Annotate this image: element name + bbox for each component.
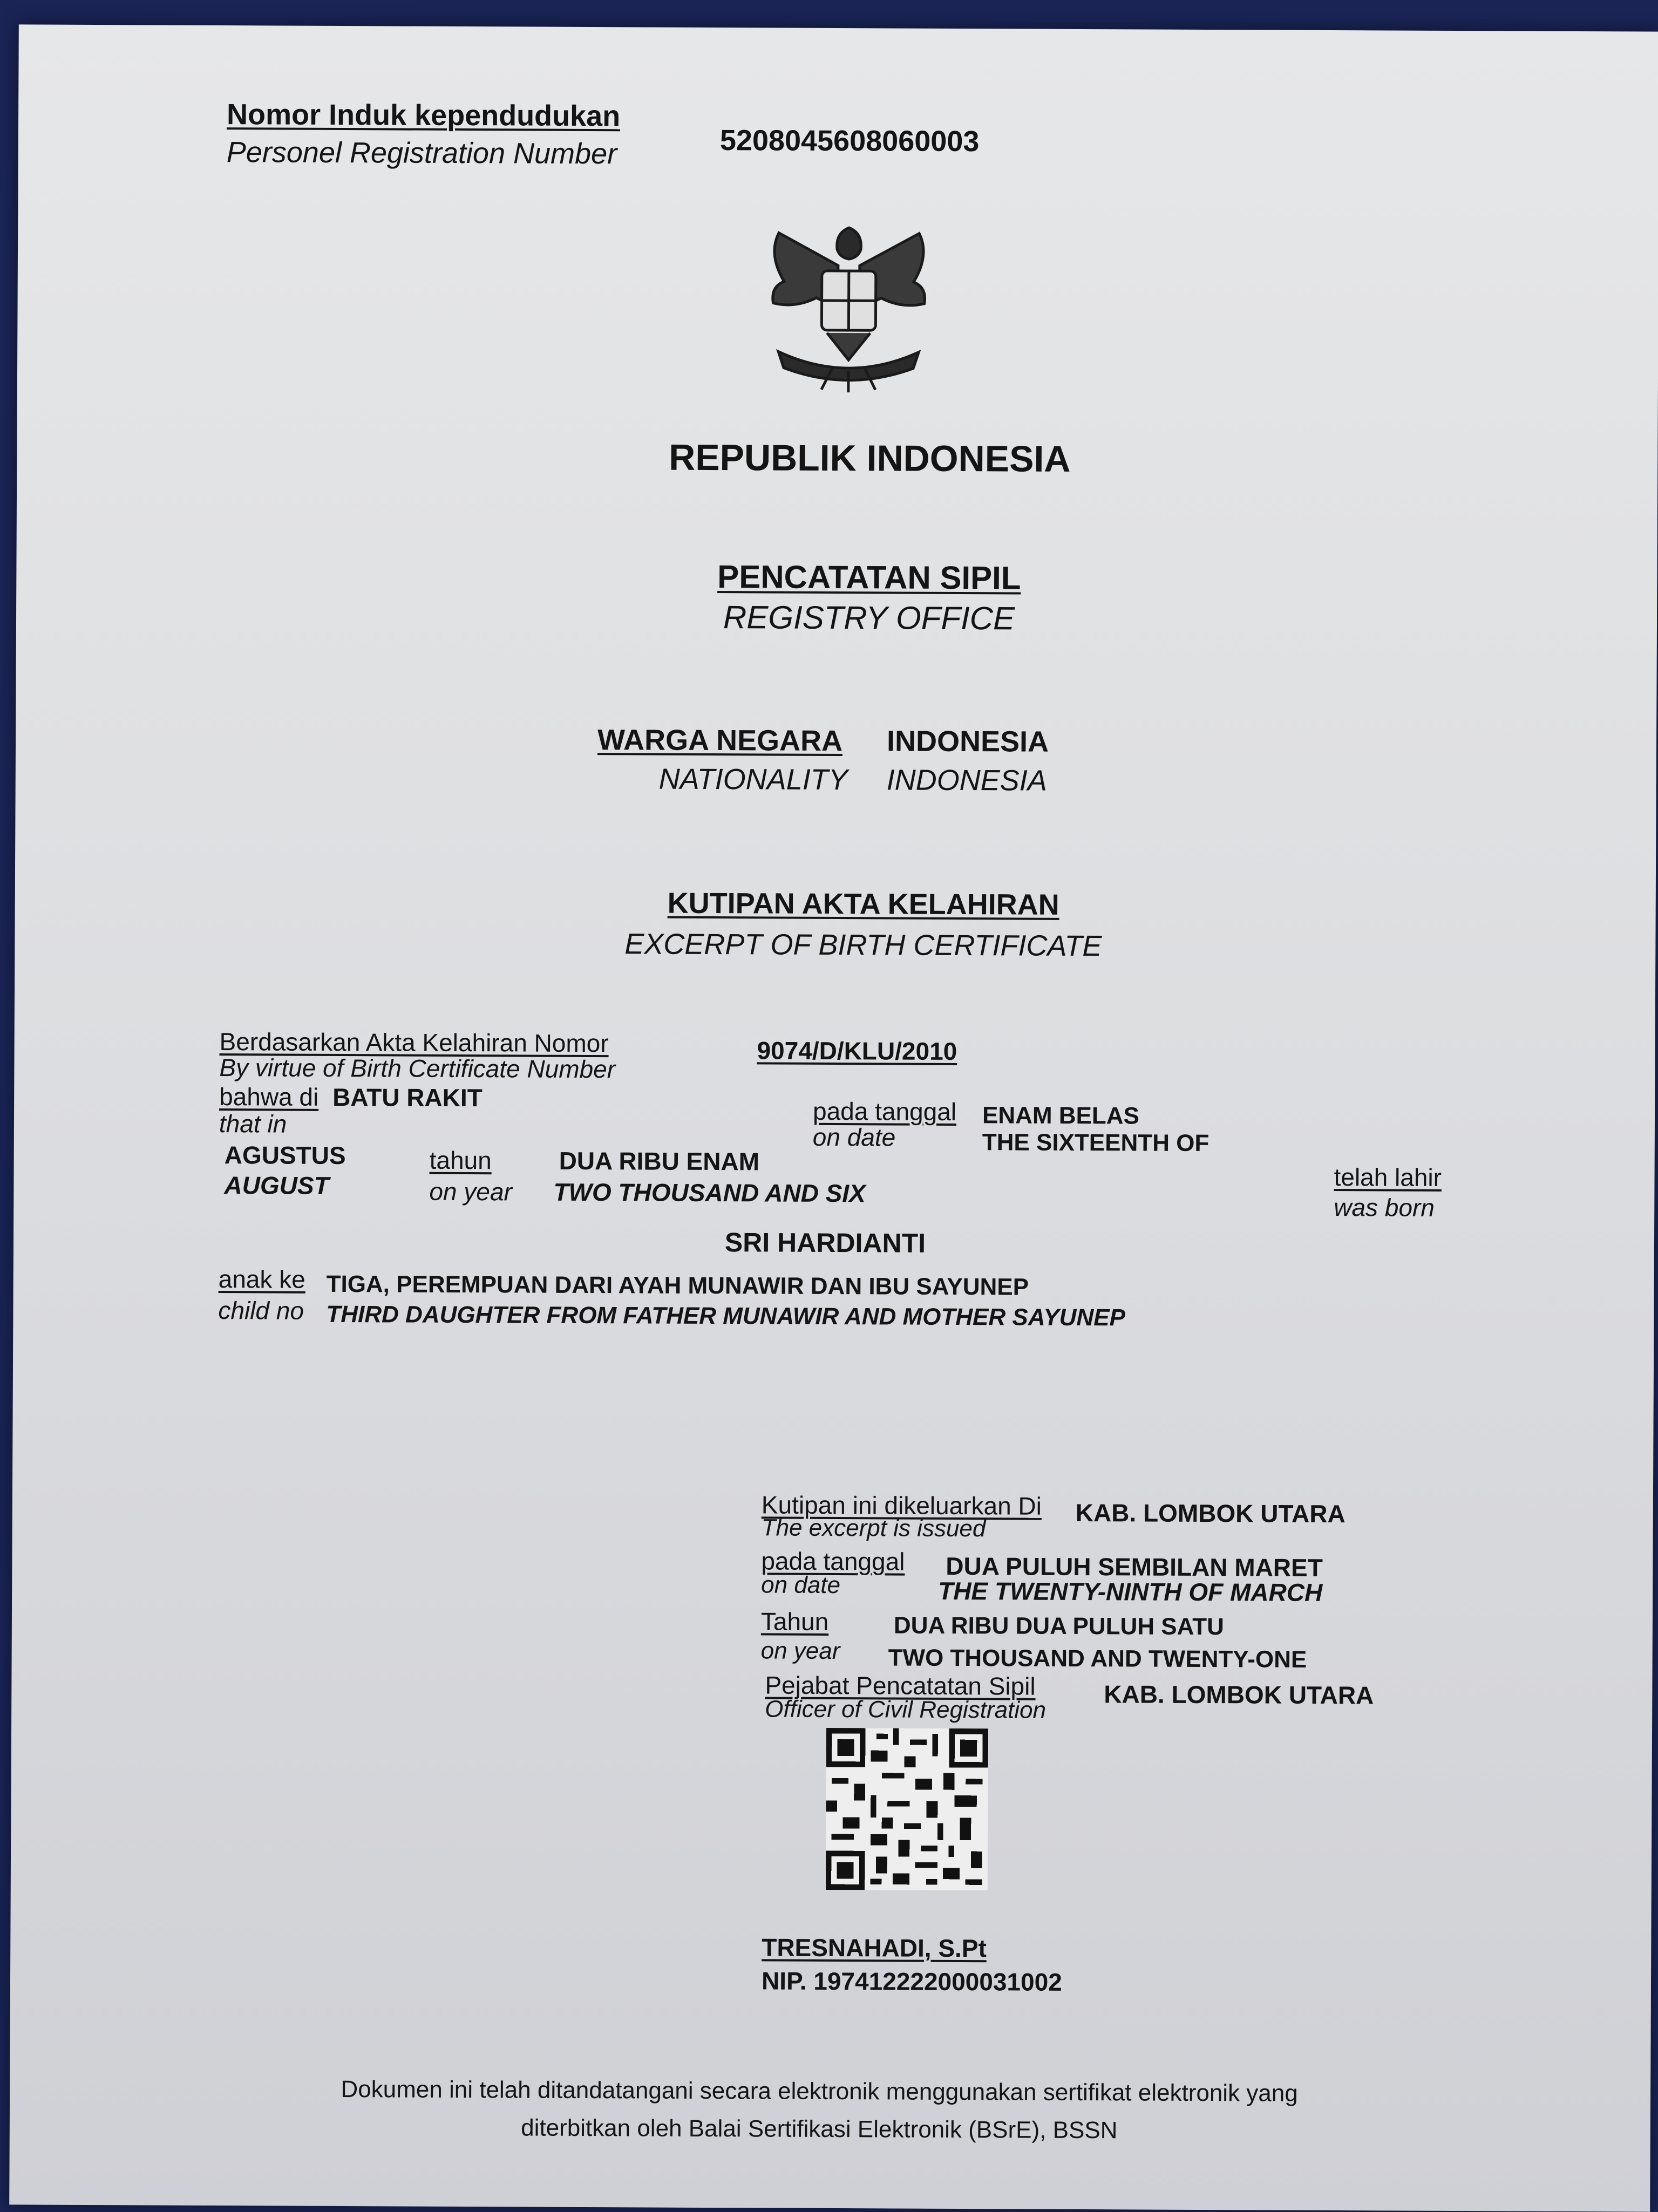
nik-label-id: Nomor Induk kependudukan [227,99,620,133]
office-title-id: PENCATATAN SIPIL [717,559,1021,596]
issued-date-label-id: pada tanggal [761,1547,905,1575]
nationality-label-en: NATIONALITY [659,764,848,797]
garuda-emblem-icon [757,216,941,395]
birth-day-en: THE SIXTEENTH OF [982,1129,1209,1156]
birth-year-label-en: on year [429,1178,512,1206]
child-no-value-id: TIGA, PEREMPUAN DARI AYAH MUNAWIR DAN IBU SAYUNEP [327,1271,1029,1301]
issued-year-en: TWO THOUSAND AND TWENTY-ONE [888,1645,1307,1673]
office-title-en: REGISTRY OFFICE [723,600,1015,636]
issued-year-label-id: Tahun [761,1608,829,1635]
issued-year-label-en: on year [761,1638,840,1664]
birth-day-id: ENAM BELAS [982,1102,1139,1129]
doc-title-en: EXCERPT OF BIRTH CERTIFICATE [624,928,1102,962]
nik-label-en: Personel Registration Number [227,137,617,171]
born-label-en: was born [1334,1194,1435,1221]
child-name: SRI HARDIANTI [725,1228,926,1258]
birth-month-en: AUGUST [224,1172,329,1199]
child-no-value-en: THIRD DAUGHTER FROM FATHER MUNAWIR AND MOTHER SAYUNEP [326,1302,1125,1331]
nik-value: 5208045608060003 [720,125,980,158]
birth-year-id: DUA RIBU ENAM [559,1147,760,1175]
birth-date-label-id: pada tanggal [813,1098,956,1126]
child-no-label-en: child no [218,1297,304,1324]
issued-year-id: DUA RIBU DUA PULUH SATU [894,1612,1224,1640]
certificate-sheet [9,24,1658,2211]
issued-label-en: The excerpt is issued [762,1515,986,1542]
cert-number-label-en: By virtue of Birth Certificate Number [219,1054,615,1083]
place-value: BATU RAKIT [332,1084,483,1112]
nationality-value-en: INDONESIA [887,764,1047,797]
doc-title-id: KUTIPAN AKTA KELAHIRAN [668,888,1059,922]
qr-code-icon [826,1728,988,1890]
issued-date-en: THE TWENTY-NINTH OF MARCH [938,1577,1322,1607]
born-label-id: telah lahir [1334,1163,1442,1191]
cert-number-value: 9074/D/KLU/2010 [757,1037,957,1065]
birth-date-label-en: on date [813,1124,896,1151]
nationality-value-id: INDONESIA [887,725,1049,758]
footer-line-2: diterbitkan oleh Balai Sertifikasi Elektronik (BSrE), BSSN [521,2115,1118,2143]
birth-year-label-id: tahun [430,1147,492,1174]
officer-place: KAB. LOMBOK UTARA [1104,1680,1374,1709]
officer-label-en: Officer of Civil Registration [765,1696,1046,1724]
cert-number-label-id: Berdasarkan Akta Kelahiran Nomor [219,1028,608,1057]
issued-label-id: Kutipan ini dikeluarkan Di [762,1491,1042,1520]
signatory-nip: NIP. 197412222000031002 [762,1967,1062,1996]
issued-date-label-en: on date [761,1572,840,1598]
child-no-label-id: anak ke [219,1265,305,1293]
footer-line-1: Dokumen ini telah ditandatangani secara elektronik menggunakan sertifikat elektronik yang [341,2077,1297,2107]
place-label-en: that in [219,1110,287,1138]
birth-month-id: AGUSTUS [225,1141,346,1169]
country-title: REPUBLIK INDONESIA [669,438,1071,480]
issued-date-id: DUA PULUH SEMBILAN MARET [946,1553,1323,1582]
nationality-label-id: WARGA NEGARA [597,724,842,757]
signatory-name: TRESNAHADI, S.Pt [762,1934,987,1962]
birth-year-en: TWO THOUSAND AND SIX [553,1179,866,1207]
officer-label-id: Pejabat Pencatatan Sipil [765,1671,1035,1700]
place-label-id: bahwa di [219,1083,318,1111]
issued-place: KAB. LOMBOK UTARA [1076,1499,1346,1528]
